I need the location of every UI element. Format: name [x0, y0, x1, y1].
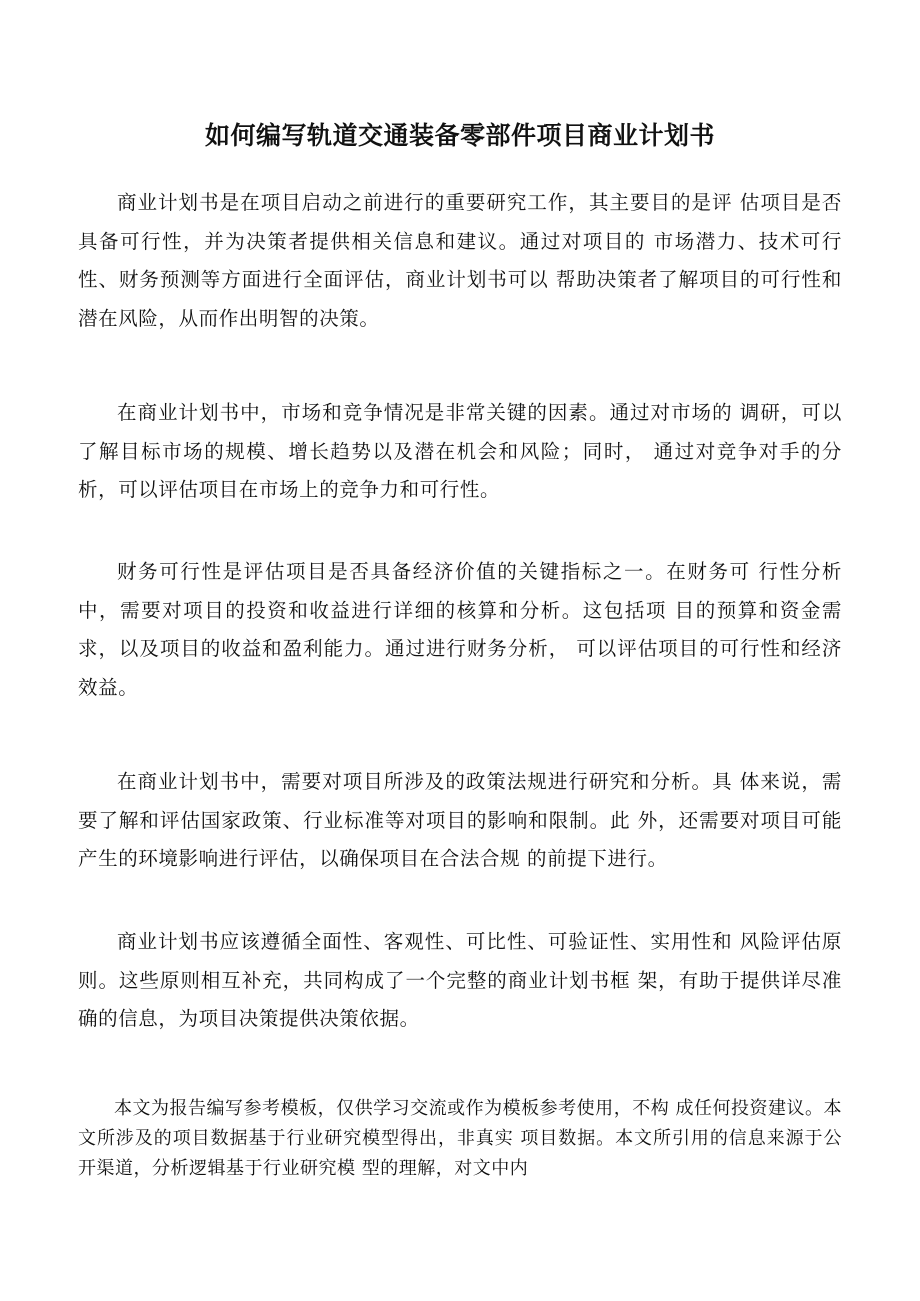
paragraph-introduction: 商业计划书是在项目启动之前进行的重要研究工作，其主要目的是评 估项目是否具备可行性，并为决策者提供相关信息和建议。通过对项目的 市场潜力、技术可行性、财务预测等方面进行全面评估，商业计划书可以 帮助决策者了解项目的可行性和潜在风险，从而作出明智的决策。 — [78, 191, 842, 330]
document-title: 如何编写轨道交通装备零部件项目商业计划书 — [204, 121, 715, 150]
paragraph-financial-feasibility: 财务可行性是评估项目是否具备经济价值的关键指标之一。在财务可 行性分析中，需要对项目的投资和收益进行详细的核算和分析。这包括项 目的预算和资金需求，以及项目的收益和盈利能力。通过进行财务分析， 可以评估项目的可行性和经济效益。 — [78, 560, 842, 699]
paragraph-market-competition: 在商业计划书中，市场和竞争情况是非常关键的因素。通过对市场的 调研，可以了解目标市场的规模、增长趋势以及潜在机会和风险；同时， 通过对竞争对手的分析，可以评估项目在市场上的竞争力和可行性。 — [78, 401, 842, 501]
paragraph-policy-regulations: 在商业计划书中，需要对项目所涉及的政策法规进行研究和分析。具 体来说，需要了解和评估国家政策、行业标准等对项目的影响和限制。此 外，还需要对项目可能产生的环境影响进行评估，以确保项目在合法合规 的前提下进行。 — [78, 770, 842, 870]
paragraph-principles: 商业计划书应该遵循全面性、客观性、可比性、可验证性、实用性和 风险评估原则。这些原则相互补充，共同构成了一个完整的商业计划书框 架，有助于提供详尽准确的信息，为项目决策提供决策依据。 — [78, 930, 842, 1030]
disclaimer-note: 本文为报告编写参考模板，仅供学习交流或作为模板参考使用，不构 成任何投资建议。本文所涉及的项目数据基于行业研究模型得出，非真实 项目数据。本文所引用的信息来源于公开渠道，分析逻辑基于行业研究模 型的理解，对文中内 — [78, 1098, 842, 1179]
